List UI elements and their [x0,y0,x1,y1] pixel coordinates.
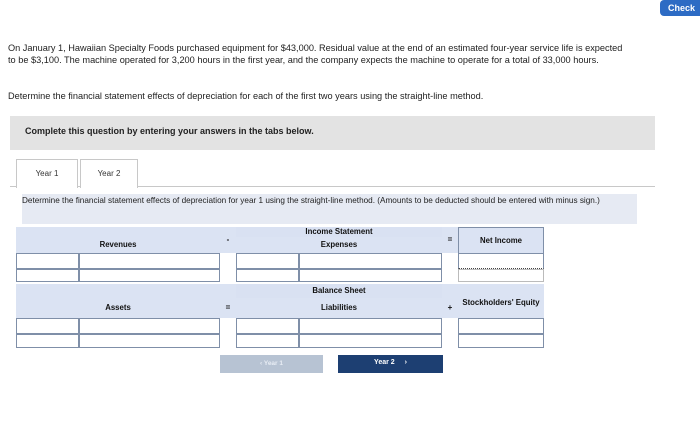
revenues-amount-input[interactable] [80,254,219,268]
expenses-amount-input[interactable] [300,254,441,268]
chevron-left-icon: ‹ [259,360,263,367]
liabilities-account-input[interactable] [237,319,298,333]
expenses-amount-cell[interactable] [299,253,442,269]
liabilities-amount-cell-2[interactable] [299,334,442,348]
revenues-header: Revenues [16,237,220,253]
revenues-account-cell[interactable] [16,253,79,269]
net-income-input[interactable] [459,254,543,268]
expenses-account-cell-2[interactable] [236,269,299,282]
expenses-header: Expenses [236,237,442,253]
expenses-account-cell[interactable] [236,253,299,269]
assets-amount-cell-2[interactable] [79,334,220,348]
assets-account-cell[interactable] [16,318,79,334]
chevron-right-icon: › [404,359,407,366]
plus-operator: + [442,284,458,318]
revenues-account-input[interactable] [17,254,78,268]
liabilities-amount-input[interactable] [300,319,441,333]
revenues-amount-cell-2[interactable] [79,269,220,282]
balance-sheet-title: Balance Sheet [236,284,442,298]
net-income-header: Net Income [458,227,544,253]
equity-header: Stockholders' Equity [458,296,544,318]
liabilities-amount-cell[interactable] [299,318,442,334]
assets-amount-input[interactable] [80,319,219,333]
problem-text: On January 1, Hawaiian Specialty Foods purchased equipment for $43,000. Residual value at the end of an estimated four-year service life is expected to be $3,100. The machine operated for 3,200 hours in the first year, and the company expects the machine to operate for a total of 33,000 hours. [8,43,623,65]
tab-year-2-label: Year 2 [97,169,121,178]
net-income-cell-2 [458,269,544,282]
minus-operator: - [220,227,236,253]
equals-operator-income: = [442,227,458,253]
liabilities-account-cell[interactable] [236,318,299,334]
instruction-text: Determine the financial statement effects of depreciation for each of the first two years using the straight-line method. [8,91,484,101]
check-button[interactable]: Check [660,0,700,16]
revenues-account-cell-2[interactable] [16,269,79,282]
liabilities-header: Liabilities [236,298,442,318]
tab-year-1-label: Year 1 [35,169,59,178]
assets-amount-cell[interactable] [79,318,220,334]
assets-header: Assets [16,298,220,318]
equity-input[interactable] [459,319,543,333]
next-year-button[interactable] [338,355,443,373]
net-income-cell[interactable] [458,253,544,269]
tab-year-2[interactable] [80,159,138,188]
liabilities-account-cell-2[interactable] [236,334,299,348]
year-instruction: Determine the financial statement effects of depreciation for year 1 using the straight-line method. (Amounts to be deducted should be entered with minus sign.) [22,194,637,224]
equals-operator-balance: = [220,284,236,318]
expenses-account-input[interactable] [237,254,298,268]
assets-account-cell-2[interactable] [16,334,79,348]
equity-cell[interactable] [458,318,544,334]
income-statement-title: Income Statement [236,227,442,237]
prev-year-label: Year 1 [263,360,284,367]
revenues-amount-cell[interactable] [79,253,220,269]
complete-prompt-label: Complete this question by entering your answers in the tabs below. [25,126,314,136]
expenses-amount-cell-2[interactable] [299,269,442,282]
equity-cell-2[interactable] [458,334,544,348]
tab-year-1[interactable] [16,159,78,188]
complete-prompt [10,116,655,150]
assets-account-input[interactable] [17,319,78,333]
prev-year-button[interactable] [220,355,323,373]
next-year-label: Year 2 [374,359,395,366]
